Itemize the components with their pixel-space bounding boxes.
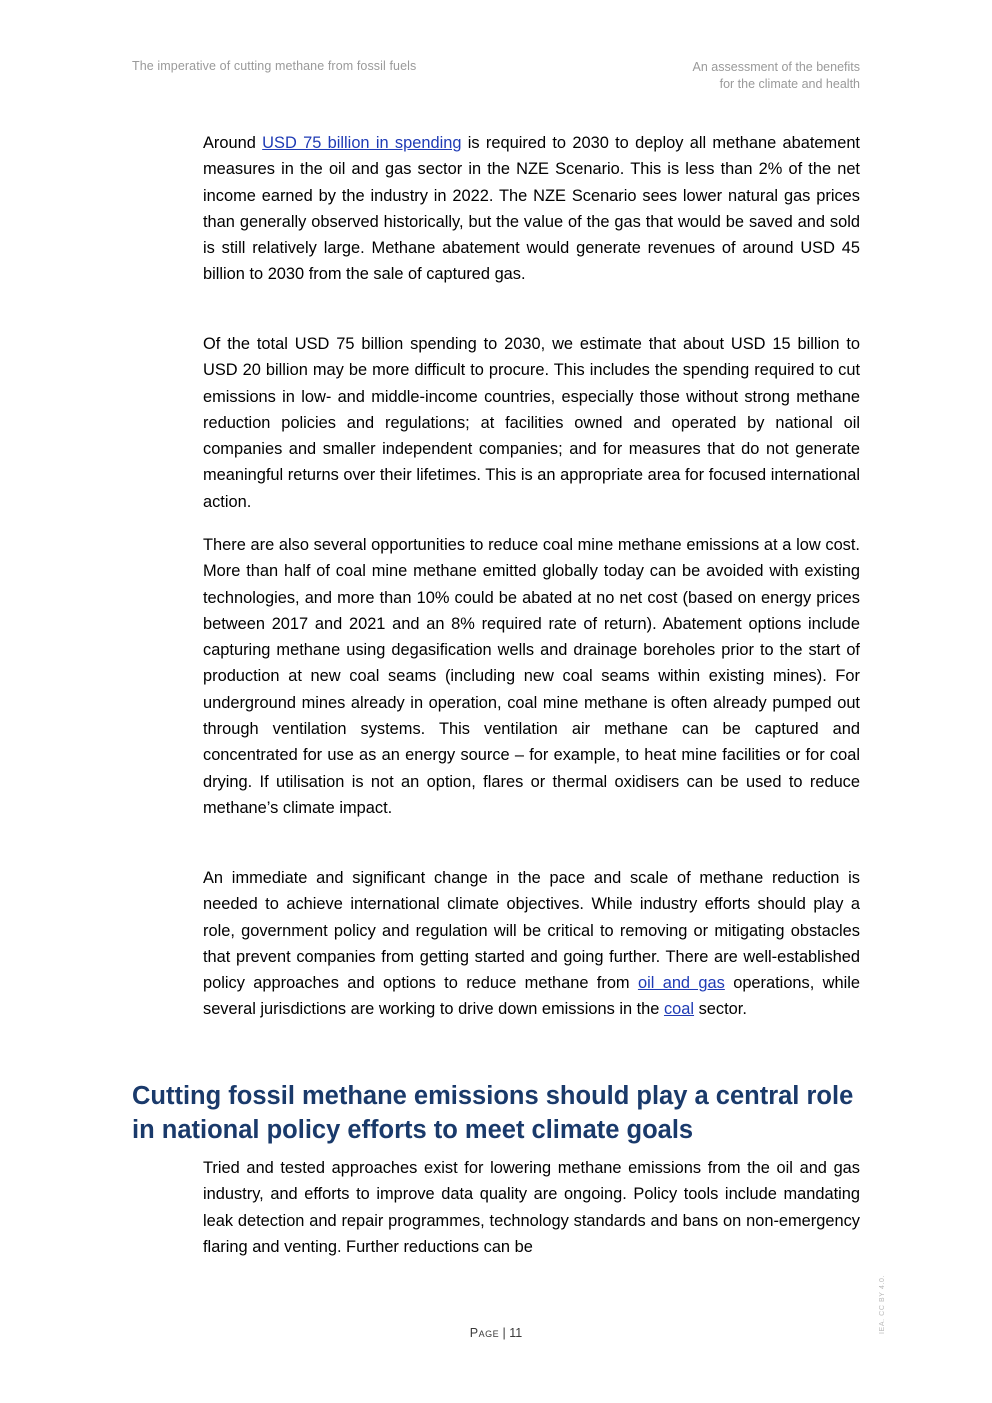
page-separator: | — [499, 1326, 510, 1340]
header-subtitle-line-2: for the climate and health — [719, 77, 860, 91]
paragraph-coal-mine-methane: There are also several opportunities to reduce coal mine methane emissions at a low cost. More than half of coal mine methane emitted globally today can be avoided with existing technologies, and more than 10% could be abated at no net cost (based on energy prices between 2017 and 2021 and an 8% required rate of return). Abatement options include capturing methane using degasification wells and drainage boreholes prior to the start of production at new coal seams (including new coal seams within existing mines). For underground mines already in operation, coal mine methane is often already pumped out through ventilation systems. This ventilation air methane can be captured and concentrated for use as an energy source – for example, to heat mine facilities or for coal drying. If utilisation is not an option, flares or thermal oxidisers can be used to reduce methane’s climate impact. — [203, 536, 860, 817]
page-number-value: 11 — [509, 1326, 523, 1340]
paragraph-spending — [203, 130, 860, 288]
paragraph-text: Around — [203, 134, 263, 152]
paragraph-policy-change — [203, 865, 860, 1023]
coal-link[interactable]: coal — [663, 1000, 695, 1019]
paragraph-text: is required to 2030 to deploy all methane abatement measures in the oil and gas sector in the NZE Scenario. This is less than 2% of the net income earned by the industry in 2022. The NZE Scenario sees lower natural gas prices than generally observed historically, but the value of the gas that would be saved and sold is still relatively large. Methane abatement would generate revenues of around USD 45 billion to 2030 from the sale of captured gas. — [203, 134, 860, 284]
paragraph-text: operations, while several jurisdictions are working to drive down emissions in the — [203, 974, 860, 1019]
oil-and-gas-link[interactable]: oil and gas — [637, 974, 725, 993]
header-document-subtitle — [693, 59, 860, 93]
page-number — [0, 1326, 992, 1340]
license-watermark: IEA. CC BY 4.0. — [879, 1274, 886, 1334]
paragraph-text: sector. — [694, 1000, 747, 1019]
section-heading: Cutting fossil methane emissions should play a central role in national policy efforts to meet climate goals — [132, 1082, 854, 1144]
usd-75-billion-link[interactable]: USD 75 billion in spending — [262, 134, 462, 152]
header-subtitle-line-1: An assessment of the benefits — [692, 60, 860, 74]
header-document-title: The imperative of cutting methane from fossil fuels — [132, 59, 417, 73]
paragraph-difficult-spending: Of the total USD 75 billion spending to 2030, we estimate that about USD 15 billion to USD 20 billion may be more difficult to procure. This includes the spending required to cut emissions in low- and middle-income countries, especially those without strong methane reduction policies and regulations; at facilities owned and operated by national oil companies and smaller independent companies; and for measures that do not generate meaningful returns over their lifetimes. This is an appropriate area for focused international action. — [203, 335, 860, 511]
paragraph-tried-and-tested: Tried and tested approaches exist for lowering methane emissions from the oil and gas industry, and efforts to improve data quality are ongoing. Policy tools include mandating leak detection and repair programmes, technology standards and bans on non-emergency flaring and venting. Further reductions can be — [203, 1159, 860, 1256]
paragraph-text: An immediate and significant change in the pace and scale of methane reduction is needed to achieve international climate objectives. While industry efforts should play a role, government policy and regulation will be critical to removing or mitigating obstacles that prevent companies from getting started and going further. There are well-established policy approaches and options to reduce methane from — [203, 869, 860, 993]
page-label: Page — [469, 1326, 500, 1340]
